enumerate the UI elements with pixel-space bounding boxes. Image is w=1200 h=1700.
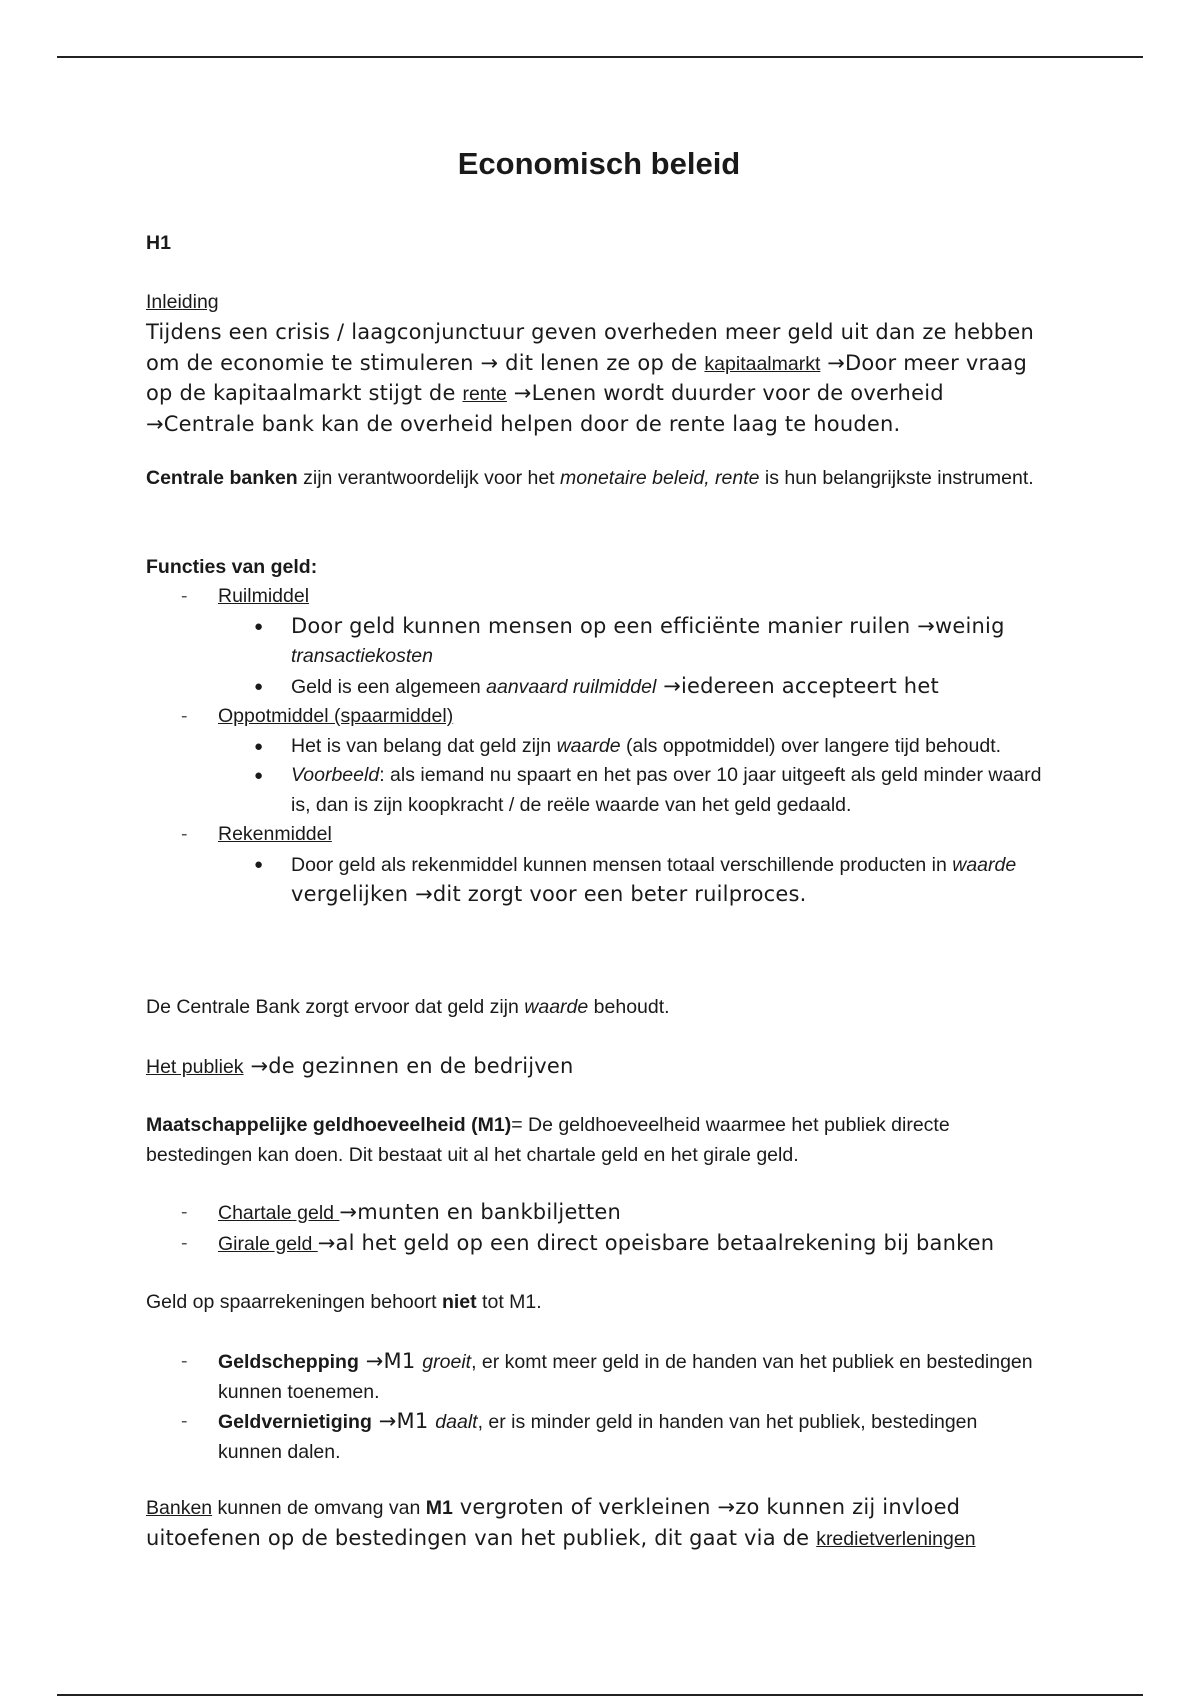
public-definition	[146, 1052, 1046, 1083]
text-run: Door geld kunnen mensen op een efficiënte manier ruilen →weinig	[291, 613, 1005, 638]
sub-list-item	[146, 732, 1046, 762]
dash-bullet: -	[181, 1410, 188, 1432]
central-banks-paragraph	[146, 464, 1046, 494]
dot-bullet: ●	[254, 767, 264, 784]
functions-heading: Functies van geld:	[146, 556, 318, 578]
dash-bullet: -	[181, 1350, 188, 1372]
underlined-term: rente	[462, 383, 507, 405]
intro-paragraph	[146, 318, 1046, 440]
text-run: = De geldhoeveelheid waarmee het publiek directe bestedingen kan doen. Dit bestaat uit al het chartale geld en het girale geld.	[146, 1114, 950, 1166]
text-run: kunnen de omvang van	[212, 1497, 426, 1519]
text-run: →de gezinnen en de bedrijven	[243, 1054, 574, 1078]
dash-bullet: -	[181, 705, 188, 727]
chapter-heading: H1	[146, 232, 171, 254]
text-run: (als oppotmiddel) over langere tijd behoudt.	[620, 734, 1002, 757]
text-run: →munten en bankbiljetten	[339, 1200, 622, 1224]
top-rule	[57, 56, 1143, 58]
list-item	[146, 582, 1046, 612]
italic-text: monetaire beleid, rente	[560, 467, 760, 489]
bold-text: Geldschepping	[218, 1351, 359, 1373]
central-bank-value-paragraph	[146, 993, 1046, 1023]
m1-definition	[146, 1111, 1046, 1170]
sub-list-item	[146, 672, 1046, 703]
list-item	[146, 1198, 1046, 1229]
italic-text: waarde	[524, 996, 589, 1018]
dash-bullet: -	[181, 1201, 188, 1223]
text-run: vergelijken →dit zorgt voor een beter ruilproces.	[291, 882, 807, 906]
sub-list-item	[146, 761, 1046, 820]
bold-text: Geldvernietiging	[218, 1411, 372, 1433]
italic-text: transactiekosten	[291, 645, 433, 667]
text-run: De Centrale Bank zorgt ervoor dat geld zijn	[146, 996, 525, 1018]
italic-text: groeit	[422, 1351, 472, 1373]
dot-bullet: ●	[254, 677, 264, 695]
text-run: tot M1.	[476, 1291, 542, 1313]
text-run: Het is van belang dat geld zijn	[291, 734, 557, 757]
text-run: behoudt.	[588, 996, 670, 1018]
italic-text: Voorbeeld	[291, 764, 380, 786]
savings-paragraph	[146, 1288, 1046, 1318]
text-run: →al het geld op een direct opeisbare betaalrekening bij banken	[317, 1230, 995, 1255]
dot-bullet: ●	[254, 855, 264, 873]
bottom-rule	[57, 1694, 1143, 1696]
dot-bullet: ●	[254, 737, 264, 755]
text-run: Door geld als rekenmiddel kunnen mensen totaal verschillende producten in	[291, 853, 953, 876]
underlined-term: kapitaalmarkt	[704, 352, 821, 375]
underlined-term: Rekenmiddel	[218, 823, 332, 845]
italic-text: waarde	[952, 853, 1017, 876]
italic-text: aanvaard ruilmiddel	[486, 675, 657, 698]
banks-paragraph	[146, 1493, 1046, 1554]
dash-bullet: -	[181, 823, 188, 845]
dot-bullet: ●	[254, 617, 264, 635]
list-item	[146, 1229, 1046, 1260]
text-run: →Door meer vraag op de kapitaalmarkt stijgt de	[146, 350, 1027, 405]
dash-bullet: -	[181, 585, 188, 607]
underlined-term: kredietverleningen	[816, 1527, 976, 1550]
intro-heading: Inleiding	[146, 291, 219, 313]
underlined-term: Ruilmiddel	[218, 585, 310, 607]
italic-text: daalt	[435, 1411, 478, 1433]
list-item	[146, 1407, 1046, 1467]
text-run: →M1	[371, 1409, 436, 1433]
dash-bullet: -	[181, 1231, 188, 1254]
sub-list-item	[146, 612, 1046, 672]
text-run: , er is minder geld in handen van het publiek, bestedingen kunnen dalen.	[218, 1411, 978, 1463]
text-run: →iedereen accepteert het	[656, 673, 939, 698]
text-run: →M1	[358, 1349, 423, 1373]
text-run: vergroten of verkleinen →zo kunnen zij invloed uitoefenen op de bestedingen van het publiek, dit gaat via de	[146, 1495, 961, 1550]
bold-text: Maatschappelijke geldhoeveelheid (M1)	[146, 1114, 512, 1136]
text-run: , er komt meer geld in de handen van het publiek en bestedingen kunnen toenemen.	[218, 1351, 1033, 1403]
sub-list-item	[146, 850, 1046, 911]
money-types-list	[146, 1198, 1046, 1259]
text-run: : als iemand nu spaart en het pas over 10 jaar uitgeeft als geld minder waard is, dan is zijn koopkracht / de reële waarde van het geld gedaald.	[291, 764, 1042, 816]
text-run: Geld is een algemeen	[291, 675, 487, 698]
bold-text: M1	[425, 1497, 453, 1519]
underlined-term: Banken	[146, 1497, 213, 1519]
text-run: →Lenen wordt duurder voor de overheid →Centrale bank kan de overheid helpen door de rente laag te houden.	[146, 381, 944, 436]
money-creation-list	[146, 1347, 1046, 1467]
text-run: is hun belangrijkste instrument.	[759, 467, 1034, 489]
text-run: Tijdens een crisis / laagconjunctuur geven overheden meer geld uit dan ze hebben om de economie te stimuleren → dit lenen ze op de	[146, 320, 1034, 375]
bold-text: niet	[441, 1291, 477, 1313]
italic-text: waarde	[556, 734, 621, 757]
page-title: Economisch beleid	[457, 146, 741, 181]
list-item	[146, 1347, 1046, 1407]
list-item	[146, 820, 1046, 850]
text-run: zijn verantwoordelijk voor het	[297, 467, 561, 489]
text-run: Geld op spaarrekeningen behoort	[146, 1291, 442, 1313]
bold-text: Centrale banken	[146, 467, 298, 489]
underlined-term: Girale geld	[218, 1232, 318, 1255]
list-item	[146, 702, 1046, 732]
underlined-term: Chartale geld	[218, 1202, 340, 1224]
underlined-term: Het publiek	[146, 1056, 244, 1078]
functions-list	[146, 582, 1046, 911]
underlined-term: Oppotmiddel (spaarmiddel)	[218, 705, 454, 727]
